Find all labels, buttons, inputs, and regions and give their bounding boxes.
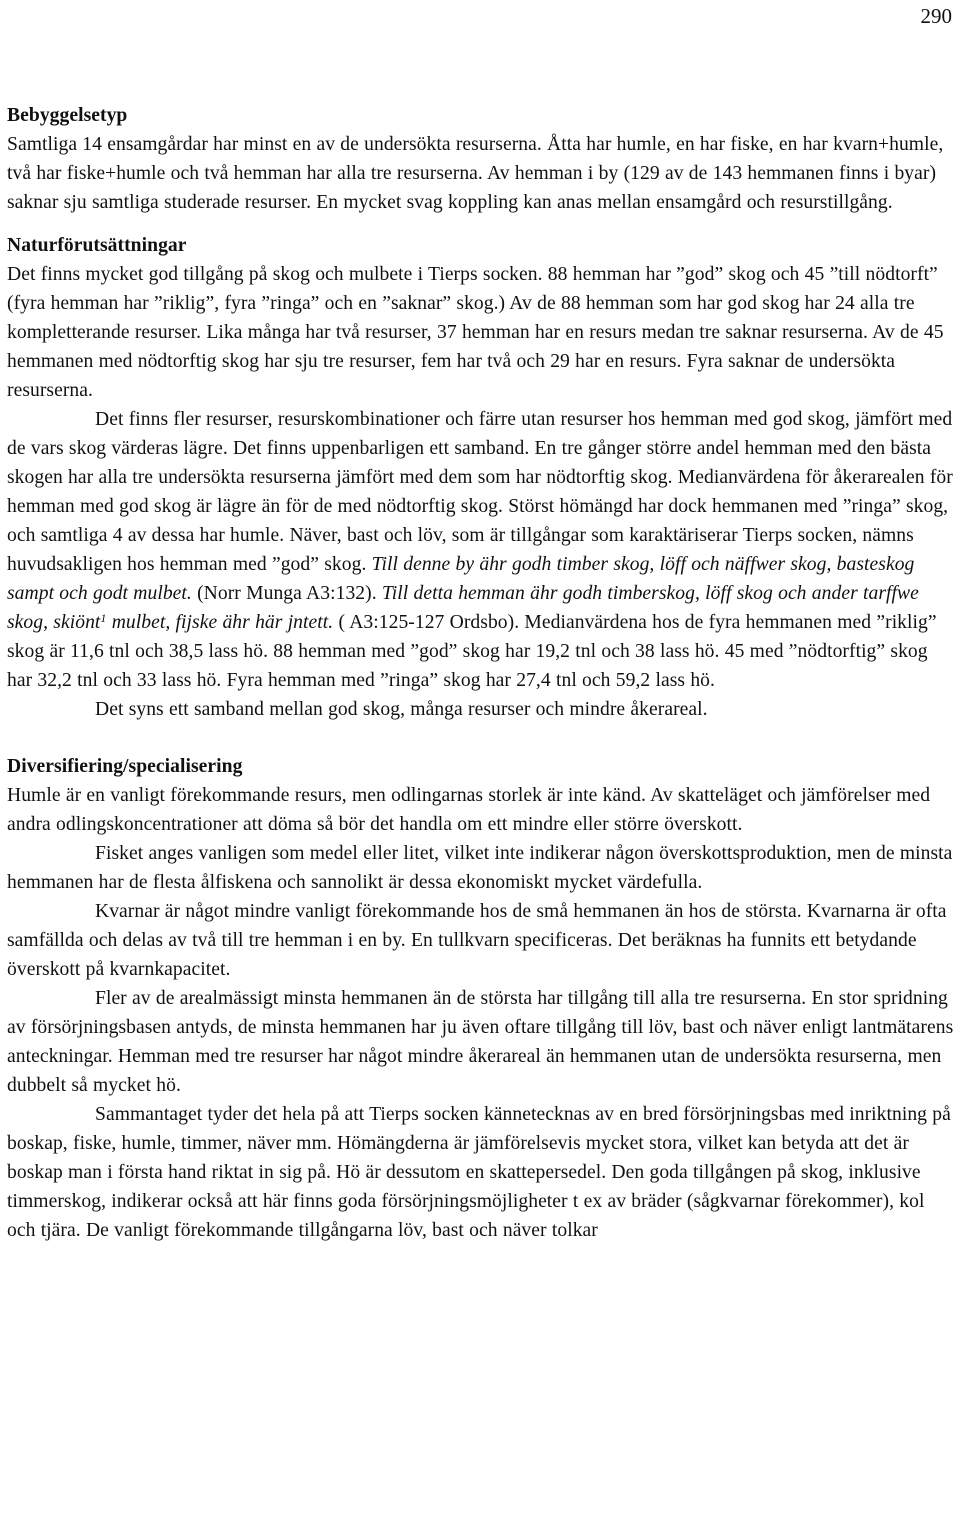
page-number: 290 <box>920 4 952 28</box>
paragraph: Det finns mycket god tillgång på skog och mulbete i Tierps socken. 88 hemman har ”god” skog och 45 ”till nödtorft” (fyra hemman har ”riklig”, fyra ”ringa” och en ”saknar” skog.) Av de 88 hemman som har god skog har 24 alla tre kompletterande resurser. Lika många har två resurser, 37 hemman har en resurs medan tre saknar resurserna. Av de 45 hemmanen med nödtorftig skog har sju tre resurser, fem har två och 29 har en resurs. Fyra saknar de undersökta resurserna. <box>7 264 944 401</box>
quote-norr-munga: Till denne by ähr godh timber skog, löff och näffwer skog, basteskog sampt och godt mulbet. <box>7 554 915 604</box>
section-naturforutsattningar <box>7 231 955 724</box>
paragraph: Samtliga 14 ensamgårdar har minst en av de undersökta resurserna. Åtta har humle, en har fiske, en har kvarn+humle, två har fiske+humle och två hemman har alla tre resurserna. Av hemman i by (129 av de 143 hemmanen finns i byar) saknar sju samtliga studerade resurser. En mycket svag koppling kan anas mellan ensamgård och resurstillgång. <box>7 134 944 213</box>
paragraph: Humle är en vanligt förekommande resurs, men odlingarnas storlek är inte känd. Av skatteläget och jämförelser med andra odlingskoncentrationer att döma så bör det handla om ett mindre eller större överskott. <box>7 785 931 835</box>
section-diversifiering <box>7 752 955 1245</box>
text-run: Det finns fler resurser, resurskombinationer och färre utan resurser hos hemman med god skog, jämfört med de vars skog värderas lägre. Det finns uppenbarligen ett samband. En tre gånger större andel hemman med den bästa skogen har alla tre undersökta resurserna jämfört med dem som har nödtorftig skog. Medianvärdena för åkerarealen för hemman med god skog är lägre än för de med nödtorftig skog. Störst hömängd har dock hemmanen med ”ringa” skog, och samtliga 4 av dessa har humle. Näver, bast och löv, som är tillgångar som karaktäriserar Tierps socken, nämns huvudsakligen hos hemman med ”god” skog. <box>7 409 953 575</box>
paragraph <box>7 405 955 695</box>
text-run: (Norr Munga A3:132). <box>191 583 382 604</box>
footnote-marker[interactable]: 1 <box>100 611 107 625</box>
section-bebyggelsetyp <box>7 101 955 217</box>
paragraph: Fisket anges vanligen som medel eller litet, vilket inte indikerar någon överskottsproduktion, men de minsta hemmanen har de flesta ålfiskena och sannolikt är dessa ekonomiskt mycket värdefulla. <box>7 843 953 893</box>
quote-ordsbo: Till detta hemman ähr godh timberskog, löff skog och ander tarffwe skog, skiönt <box>7 583 919 633</box>
section-heading: Bebyggelsetyp <box>7 105 128 126</box>
paragraph: Det syns ett samband mellan god skog, många resurser och mindre åkerareal. <box>95 699 708 720</box>
document-body <box>7 101 955 1245</box>
paragraph: Fler av de arealmässigt minsta hemmanen än de största har tillgång till alla tre resurserna. En stor spridning av försörjningsbasen antyds, de minsta hemmanen har ju även oftare tillgång till löv, bast och näver enligt lantmätarens anteckningar. Hemman med tre resurser har något mindre åkerareal än hemmanen utan de undersökta resurserna, men dubbelt så mycket hö. <box>7 988 954 1096</box>
quote-ordsbo-cont: mulbet, fijske ähr här jntett. <box>106 612 334 633</box>
paragraph: Sammantaget tyder det hela på att Tierps socken kännetecknas av en bred försörjningsbas med inriktning på boskap, fiske, humle, timmer, näver mm. Hömängderna är jämförelsevis mycket stora, vilket kan betyda att det är boskap man i första hand riktat in sig på. Hö är dessutom en skattepersedel. Den goda tillgången på skog, inklusive timmerskog, indikerar också att här finns goda försörjningsmöjligheter t ex av bräder (sågkvarnar förekommer), kol och tjära. De vanligt förekommande tillgångarna löv, bast och näver tolkar <box>7 1104 951 1241</box>
paragraph: Kvarnar är något mindre vanligt förekommande hos de små hemmanen än hos de största. Kvarnarna är ofta samfällda och delas av två till tre hemman i en by. En tullkvarn specificeras. Det beräknas ha funnits ett betydande överskott på kvarnkapacitet. <box>7 901 947 980</box>
text-run: ( A3:125-127 Ordsbo). Medianvärdena hos de fyra hemmanen med ”riklig” skog är 11,6 tnl och 38,5 lass hö. 88 hemman med ”god” skog har 19,2 tnl och 38 lass hö. 45 med ”nödtorftig” skog har 32,2 tnl och 33 lass hö. Fyra hemman med ”ringa” skog har 27,4 tnl och 59,2 lass hö. <box>7 612 937 691</box>
section-heading: Naturförutsättningar <box>7 235 187 256</box>
section-heading: Diversifiering/specialisering <box>7 756 243 777</box>
